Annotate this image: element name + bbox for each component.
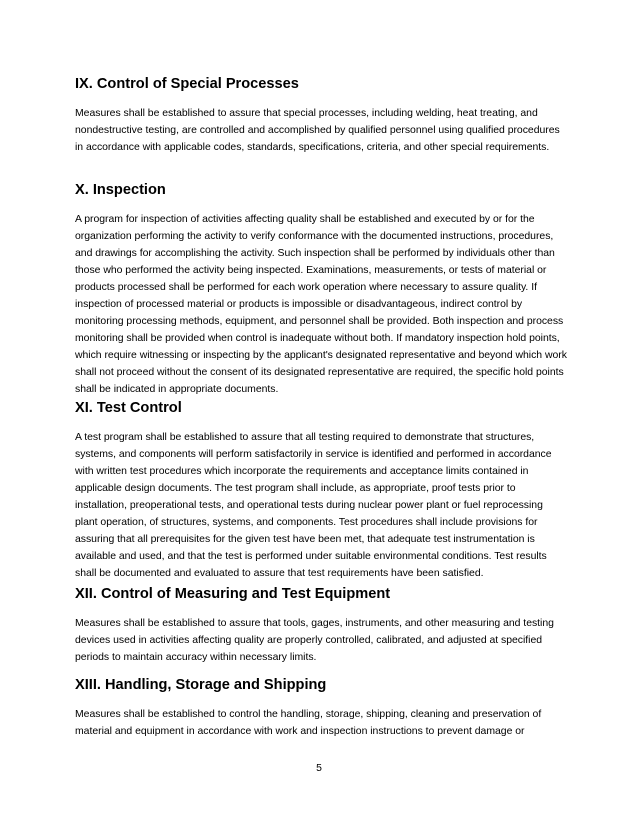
section-x — [75, 180, 567, 399]
section-xii — [75, 584, 567, 666]
section-body: Measures shall be established to assure that tools, gages, instruments, and other measuring and testing devices used in activities affecting quality are properly controlled, calibrated, and adjusted at specified periods to maintain accuracy within necessary limits. — [75, 618, 554, 664]
section-xi — [75, 398, 567, 582]
section-ix — [75, 74, 567, 156]
section-body: Measures shall be established to assure that special processes, including welding, heat treating, and nondestructive testing, are controlled and accomplished by qualified personnel using qualified procedures in accordance with applicable codes, standards, specifications, criteria, and other special requirements. — [75, 108, 560, 154]
section-heading: IX. Control of Special Processes — [75, 76, 299, 92]
section-heading: XII. Control of Measuring and Test Equipment — [75, 586, 391, 602]
section-heading: XIII. Handling, Storage and Shipping — [75, 677, 327, 693]
section-body: A test program shall be established to assure that all testing required to demonstrate that structures, systems, and components will perform satisfactorily in service is identified and performed in accordance with written test procedures which incorporate the requirements and acceptance limits contained in applicable design documents. The test program shall include, as appropriate, proof tests prior to installation, preoperational tests, and operational tests during nuclear power plant or fuel reprocessing plant operation, of structures, systems, and components. Test procedures shall include provisions for assuring that all prerequisites for the given test have been met, that adequate test instrumentation is available and used, and that the test is performed under suitable environmental conditions. Test results shall be documented and evaluated to assure that test requirements have been satisfied. — [75, 432, 552, 580]
section-xiii — [75, 675, 567, 740]
section-heading: X. Inspection — [75, 182, 166, 198]
section-body: Measures shall be established to control the handling, storage, shipping, cleaning and preservation of material and equipment in accordance with work and inspection instructions to prevent damage or — [75, 709, 542, 738]
section-heading: XI. Test Control — [75, 400, 182, 416]
page-number: 5 — [316, 763, 322, 774]
page-content — [75, 0, 567, 826]
section-body: A program for inspection of activities affecting quality shall be established and executed by or for the organization performing the activity to verify conformance with the documented instructions, procedures, and drawings for accomplishing the activity. Such inspection shall be performed by individuals other than those who performed the activity being inspected. Examinations, measurements, or tests of material or products processed shall be performed for each work operation where necessary to assure quality. If inspection of processed material or products is impossible or disadvantageous, indirect control by monitoring processing methods, equipment, and personnel shall be provided. Both inspection and process monitoring shall be provided when control is inadequate without both. If mandatory inspection hold points, which require witnessing or inspecting by the applicant's designated representative and beyond which work shall not proceed without the consent of its designated representative are required, the specific hold points shall be indicated in appropriate documents. — [75, 214, 567, 396]
